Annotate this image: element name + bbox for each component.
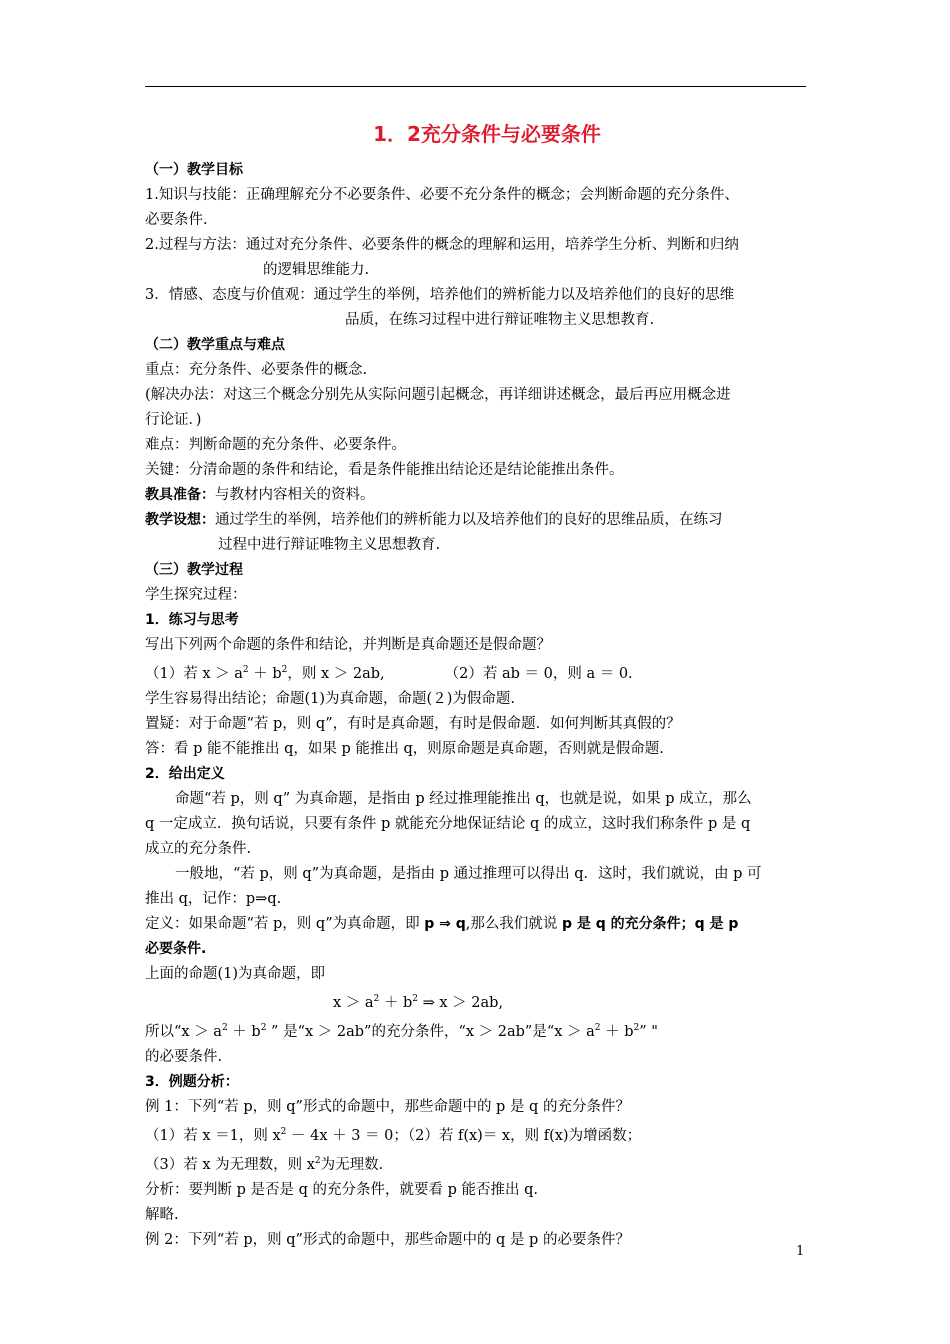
solution-method: (解决办法：对这三个概念分别先从实际问题引起概念，再详细讲述概念，最后再应用概念进 [145,387,731,403]
doc-title: 1．2充分条件与必要条件 [373,122,601,146]
difficulty: 难点：判断命题的充分条件、必要条件。 [145,437,406,453]
above-proposition: 上面的命题(1)为真命题，即 [145,966,326,982]
exponent: 2 [633,1023,640,1033]
key-point: 重点：充分条件、必要条件的概念. [145,362,368,378]
analysis: 分析：要判断 p 是否是 q 的充分条件，就要看 p 能否推出 q. [145,1182,538,1198]
section-heading-process: （三）教学过程 [145,562,243,578]
example-item-text: － 4x ＋ 3 ＝ 0；（2）若 f(x)＝ x，则 f(x)为增函数； [286,1128,642,1144]
goal-2: 2.过程与方法：通过对充分条件、必要条件的概念的理解和运用，培养学生分析、判断和归纳 [145,237,739,253]
exponent: 2 [373,994,380,1004]
exponent: 2 [242,665,249,675]
therefore-text: ” " [639,1024,658,1040]
formula-text: x ＞ a [333,995,374,1011]
page-number: 1 [796,1244,805,1259]
example-1-items-a [145,1120,815,1149]
example-2: 例 2：下列“若 p，则 q”形式的命题中，那些命题中的 q 是 p 的必要条件？ [145,1232,630,1248]
part-2-heading: 2．给出定义 [145,766,225,782]
idea-line [145,508,815,533]
goal-3: 3．情感、态度与价值观：通过学生的举例，培养他们的辨析能力以及培养他们的良好的思维 [145,287,735,303]
exercise-items [145,658,815,687]
exercise-1-text: （1）若 x ＞ a [145,666,243,682]
example-item-text: （3）若 x 为无理数，则 x [145,1157,315,1173]
goal-3-cont: 品质，在练习过程中进行辩证唯物主义思想教育. [345,312,655,328]
idea-label: 教学设想： [145,512,215,528]
exponent: 2 [280,1127,287,1137]
exercise-2-text: （2）若 ab ＝ 0，则 a ＝ 0. [444,666,633,682]
document-body [145,120,815,1253]
tools-line [145,483,815,508]
exponent: 2 [594,1023,601,1033]
tools-text: 与教材内容相关的资料。 [215,487,375,503]
definition-para-1-cont: q 一定成立．换句话说，只要有条件 p 就能充分地保证结论 q 的成立，这时我们称条件 p 是 q [145,816,751,832]
part-1-heading: 1．练习与思考 [145,612,239,628]
example-item-text: （1）若 x ＝1，则 x [145,1128,281,1144]
exercise-1-text: ，则 x ＞ 2ab, [287,666,385,682]
therefore-line [145,1016,815,1045]
definition-text: 定义：如果命题“若 p，则 q”为真命题，即 [145,916,425,932]
exponent: 2 [281,665,288,675]
doubt: 置疑：对于命题“若 p，则 q”，有时是真命题，有时是假命题．如何判断其真假的？ [145,716,681,732]
student-conclusion: 学生容易得出结论；命题(1)为真命题，命题(２)为假命题. [145,691,515,707]
example-item-text: 为无理数. [320,1157,384,1173]
definition-para-1: 命题“若 p，则 q” 为真命题，是指由 p 经过推理能推出 q，也就是说，如果 p 成立，那么 [175,791,752,807]
crux: 关键：分清命题的条件和结论，看是条件能推出结论还是结论能推出条件。 [145,462,624,478]
header-rule [145,86,806,87]
exponent: 2 [412,994,419,1004]
exponent: 2 [314,1156,321,1166]
part-3-heading: 3．例题分析： [145,1074,239,1090]
example-1: 例 1：下列“若 p，则 q”形式的命题中，那些命题中的 p 是 q 的充分条件？ [145,1099,630,1115]
example-1-items-b [145,1149,815,1178]
idea-cont: 过程中进行辩证唯物主义思想教育. [218,537,441,553]
therefore-text: ＋ b [600,1024,634,1040]
definition-line [145,912,815,937]
definition-para-1-end: 成立的充分条件. [145,841,252,857]
formula-text: ＋ b [379,995,413,1011]
definition-implication: p ⇒ q [424,916,466,932]
definition-end: 必要条件. [145,941,207,957]
definition-para-2: 一般地，“若 p，则 q”为真命题，是指由 p 通过推理可以得出 q．这时，我们就说，由 p 可 [175,866,762,882]
goal-2-cont: 的逻辑思维能力. [263,262,370,278]
goal-1: 1.知识与技能：正确理解充分不必要条件、必要不充分条件的概念；会判断命题的充分条件、 [145,187,739,203]
exponent: 2 [221,1023,228,1033]
solution-omitted: 解略. [145,1207,179,1223]
goal-1-cont: 必要条件. [145,212,208,228]
section-heading-goals: （一）教学目标 [145,162,243,178]
definition-text: ,那么我们就说 [465,916,562,932]
necessary-end: 的必要条件. [145,1049,223,1065]
therefore-text: ” 是“x ＞ 2ab”的充分条件，“x ＞ 2ab”是“x ＞ a [266,1024,595,1040]
exercise-1-text: ＋ b [248,666,282,682]
tools-label: 教具准备： [145,487,215,503]
section-heading-keypoints: （二）教学重点与难点 [145,337,285,353]
formula-text: ⇒ x ＞ 2ab, [418,995,504,1011]
answer: 答：看 p 能不能推出 q，如果 p 能推出 q，则原命题是真命题，否则就是假命题. [145,741,664,757]
idea-text: 通过学生的举例，培养他们的辨析能力以及培养他们的良好的思维品质，在练习 [215,512,723,528]
formula-line [145,987,815,1016]
definition-emphasis: p 是 q 的充分条件；q 是 p [561,916,739,932]
exercise-question: 写出下列两个命题的条件和结论，并判断是真命题还是假命题？ [145,637,551,653]
exponent: 2 [260,1023,267,1033]
process-intro: 学生探究过程： [145,587,247,603]
therefore-text: 所以“x ＞ a [145,1024,222,1040]
therefore-text: ＋ b [227,1024,261,1040]
solution-method-cont: 行论证．) [145,412,202,428]
definition-para-2-cont: 推出 q，记作：p⇒q. [145,891,282,907]
